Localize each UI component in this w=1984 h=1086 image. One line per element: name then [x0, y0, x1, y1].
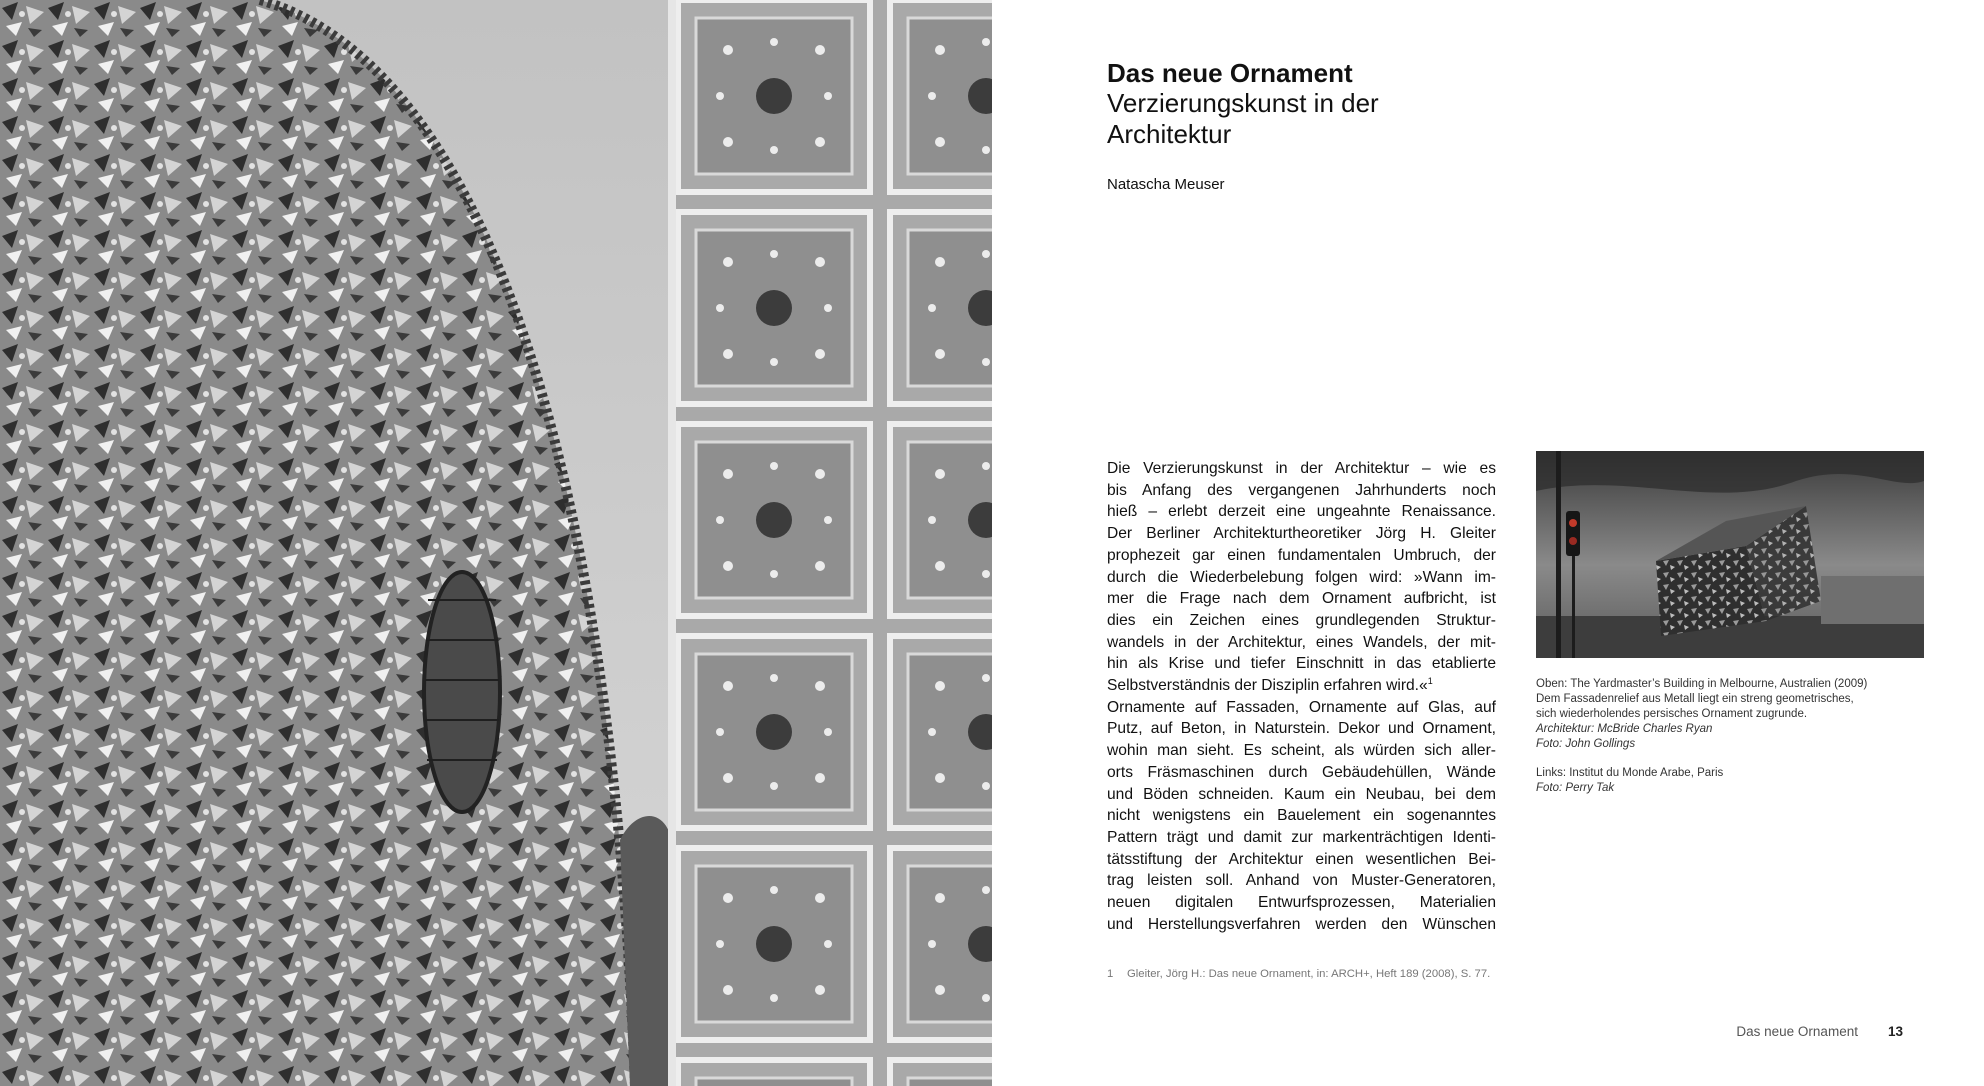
caption-spacer	[1536, 752, 1928, 766]
body-line: mer die Frage nach dem Ornament aufbricht, ist	[1107, 590, 1496, 608]
body-line: neuen digitalen Entwurfsprozessen, Materialien	[1107, 894, 1496, 912]
page-number: 13	[1887, 1024, 1903, 1039]
body-line: durch die Wiederbelebung folgen wird: »Wann im-	[1107, 568, 1496, 586]
body-line: hieß – erlebt derzeit eine ungeahnte Renaissance.	[1107, 503, 1496, 521]
body-line: prophezeit gar einen fundamentalen Umbruch, der	[1107, 546, 1496, 564]
caption-photo-credit: Foto: Perry Tak	[1536, 782, 1615, 794]
yardmasters-building-graphic	[1536, 451, 1924, 658]
right-page	[992, 0, 1984, 1086]
caption-line: sich wiederholendes persisches Ornament zugrunde.	[1536, 708, 1808, 720]
footnote	[1107, 967, 1499, 982]
body-line: Ornamente auf Fassaden, Ornamente auf Glas, auf	[1107, 698, 1496, 716]
running-title: Das neue Ornament	[1736, 1024, 1858, 1039]
body-line: und Herstellungsverfahren werden den Wünschen	[1107, 915, 1496, 933]
chapter-heading	[1107, 58, 1527, 150]
body-line: Pattern trägt und damit zur markenträchtigen Identi-	[1107, 828, 1496, 846]
caption-architect: Architektur: McBride Charles Ryan	[1536, 723, 1713, 735]
body-line-with-footnote	[1107, 675, 1496, 697]
footnote-number: 1	[1107, 968, 1114, 980]
caption-line: Links: Institut du Monde Arabe, Paris	[1536, 767, 1724, 779]
chapter-subtitle-line-1: Verzierungskunst in der	[1107, 88, 1379, 118]
body-line: hin als Krise und tiefer Einschnitt in das etablierte	[1107, 655, 1496, 673]
chapter-title: Das neue Ornament	[1107, 58, 1353, 88]
page-folio	[1736, 1024, 1903, 1039]
body-line: Selbstverständnis der Disziplin erfahren wird.«	[1107, 677, 1428, 695]
body-line: tätsstiftung der Architektur einen wesentlichen Bei-	[1107, 850, 1496, 868]
author-name: Natascha Meuser	[1107, 176, 1225, 193]
caption-line: Oben: The Yardmaster’s Building in Melbourne, Australien (2009)	[1536, 678, 1868, 690]
body-text	[1107, 458, 1496, 935]
body-line: nicht wenigstens ein Bauelement ein sogenanntes	[1107, 807, 1496, 825]
body-line: Putz, auf Beton, in Naturstein. Dekor und Ornament,	[1107, 720, 1496, 738]
body-line: wandels in der Architektur, eines Wandels, der mit-	[1107, 633, 1496, 651]
body-line: bis Anfang des vergangenen Jahrhunderts noch	[1107, 481, 1496, 499]
body-line: und Böden schneiden. Kaum ein Neubau, bei dem	[1107, 785, 1496, 803]
yardmasters-building-photo	[1536, 451, 1924, 658]
chapter-subtitle-line-2: Architektur	[1107, 119, 1232, 149]
body-line: Die Verzierungskunst in der Architektur – wie es	[1107, 460, 1496, 477]
body-line: wohin man sieht. Es scheint, als würden sich aller-	[1107, 742, 1496, 760]
photo-captions	[1536, 677, 1928, 796]
footnote-reference[interactable]: 1	[1427, 675, 1433, 686]
caption-photo-credit: Foto: John Gollings	[1536, 738, 1636, 750]
body-line: Der Berliner Architekturtheoretiker Jörg H. Gleiter	[1107, 525, 1496, 543]
body-line: trag leisten soll. Anhand von Muster-Generatoren,	[1107, 872, 1496, 890]
body-line: orts Fräsmaschinen durch Gebäudehüllen, Wände	[1107, 763, 1496, 781]
caption-line: Dem Fassadenrelief aus Metall liegt ein streng geometrisches,	[1536, 693, 1854, 705]
body-line: dies ein Zeichen eines grundlegenden Struktur-	[1107, 611, 1496, 629]
footnote-text: Gleiter, Jörg H.: Das neue Ornament, in: ARCH+, Heft 189 (2008), S. 77.	[1127, 968, 1491, 980]
